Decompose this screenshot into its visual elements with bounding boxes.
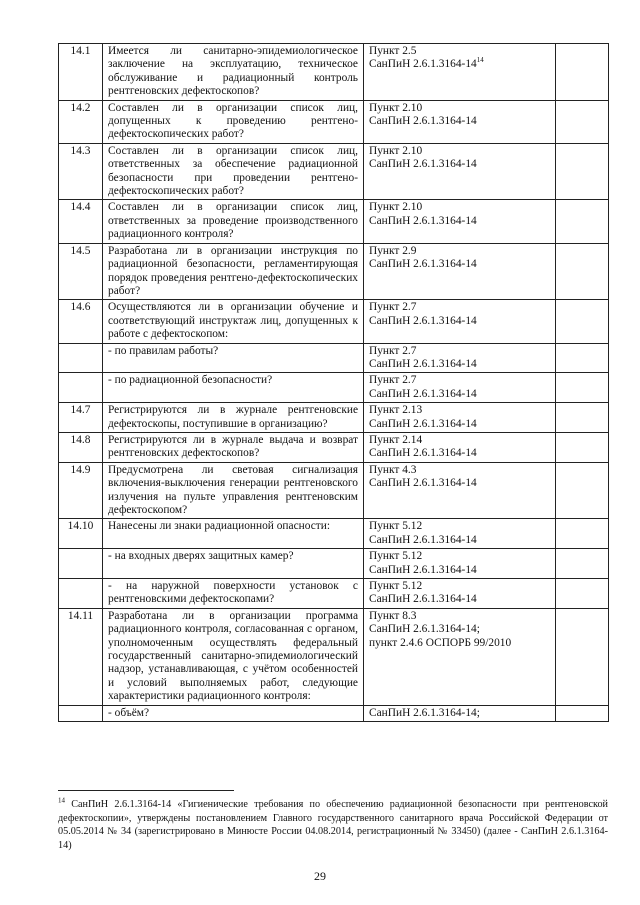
table-row — [59, 343, 609, 373]
question-text: Осуществляются ли в организации обучение и соответствующий инструктаж лиц, допущенных к работе с дефектоскопом: — [103, 300, 364, 343]
regulation-reference — [364, 100, 556, 143]
reference-line — [369, 388, 550, 401]
reference-text: СанПиН 2.6.1.3164-14 — [369, 357, 477, 370]
reference-line — [369, 258, 550, 271]
answer-cell[interactable] — [556, 403, 609, 433]
footnote-separator — [58, 790, 234, 791]
reference-text: Пункт 5.12 — [369, 580, 423, 593]
reference-text: СанПиН 2.6.1.3164-14 — [369, 58, 477, 71]
table-row — [59, 243, 609, 300]
item-number — [59, 705, 103, 721]
reference-line — [369, 610, 550, 623]
reference-line — [369, 102, 550, 115]
reference-text: Пункт 2.13 — [369, 404, 423, 417]
reference-text: Пункт 5.12 — [369, 520, 423, 533]
reference-line — [369, 593, 550, 606]
item-number — [59, 373, 103, 403]
reference-line — [369, 534, 550, 547]
regulation-reference — [364, 462, 556, 519]
answer-cell[interactable] — [556, 143, 609, 200]
answer-cell[interactable] — [556, 373, 609, 403]
reference-line — [369, 418, 550, 431]
question-text: - по правилам работы? — [103, 343, 364, 373]
reference-line — [369, 315, 550, 328]
question-text: Регистрируются ли в журнале выдача и возврат рентгеновских дефектоскопов? — [103, 432, 364, 462]
table-row — [59, 549, 609, 579]
item-number: 14.7 — [59, 403, 103, 433]
regulation-reference — [364, 549, 556, 579]
item-number — [59, 343, 103, 373]
table-row — [59, 300, 609, 343]
reference-text: СанПиН 2.6.1.3164-14; — [369, 706, 480, 719]
table-row — [59, 44, 609, 101]
regulation-reference — [364, 608, 556, 705]
table-row — [59, 705, 609, 721]
footnote-text: СанПиН 2.6.1.3164-14 «Гигиенические требования по обеспечению радиационной безопасности при рентгеновской дефектоскопии», утверждены постановлением Главного государственного санитарного врача Российской Федерации от 05.05.2014 № 34 (зарегистрировано в Минюсте России 04.08.2014, регистрационный № 33450) (далее - СанПиН 2.6.1.3164-14) — [58, 799, 608, 851]
reference-line — [369, 201, 550, 214]
regulation-reference — [364, 432, 556, 462]
question-text: Нанесены ли знаки радиационной опасности: — [103, 519, 364, 549]
regulation-reference — [364, 300, 556, 343]
table-row — [59, 373, 609, 403]
reference-text: СанПиН 2.6.1.3164-14 — [369, 214, 477, 227]
question-text: Составлен ли в организации список лиц, ответственных за проведение производственного радиационного контроля? — [103, 200, 364, 243]
answer-cell[interactable] — [556, 44, 609, 101]
table-row — [59, 143, 609, 200]
reference-text: СанПиН 2.6.1.3164-14 — [369, 533, 477, 546]
answer-cell[interactable] — [556, 462, 609, 519]
reference-text: Пункт 2.10 — [369, 144, 423, 157]
reference-text: СанПиН 2.6.1.3164-14 — [369, 447, 477, 460]
reference-line — [369, 45, 550, 58]
item-number: 14.10 — [59, 519, 103, 549]
answer-cell[interactable] — [556, 100, 609, 143]
reference-line — [369, 145, 550, 158]
regulation-reference — [364, 373, 556, 403]
table-row — [59, 432, 609, 462]
regulation-reference — [364, 403, 556, 433]
question-text: Регистрируются ли в журнале рентгеновские дефектоскопы, поступившие в организацию? — [103, 403, 364, 433]
question-text: Составлен ли в организации список лиц, ответственных за обеспечение радиационной безопасности при проведении рентгено-дефектоскопических работ? — [103, 143, 364, 200]
reference-text: Пункт 2.14 — [369, 433, 423, 446]
reference-text: СанПиН 2.6.1.3164-14 — [369, 477, 477, 490]
table-row — [59, 608, 609, 705]
regulation-reference — [364, 343, 556, 373]
reference-line — [369, 215, 550, 228]
reference-text: СанПиН 2.6.1.3164-14 — [369, 387, 477, 400]
item-number: 14.2 — [59, 100, 103, 143]
item-number: 14.4 — [59, 200, 103, 243]
item-number — [59, 549, 103, 579]
question-text: Предусмотрена ли световая сигнализация включения-выключения генерации рентгеновского излучения на пульте управления рентгеновским дефектоскопом? — [103, 462, 364, 519]
reference-line — [369, 374, 550, 387]
reference-text: Пункт 5.12 — [369, 550, 423, 563]
regulation-reference — [364, 44, 556, 101]
reference-text: СанПиН 2.6.1.3164-14 — [369, 563, 477, 576]
table-row — [59, 579, 609, 609]
table-row — [59, 403, 609, 433]
reference-line — [369, 707, 550, 720]
reference-text: СанПиН 2.6.1.3164-14 — [369, 314, 477, 327]
regulation-reference — [364, 200, 556, 243]
answer-cell[interactable] — [556, 200, 609, 243]
reference-text: СанПиН 2.6.1.3164-14; — [369, 623, 480, 636]
reference-line — [369, 580, 550, 593]
regulation-reference — [364, 705, 556, 721]
reference-text: Пункт 2.7 — [369, 374, 417, 387]
question-text: - объём? — [103, 705, 364, 721]
regulation-reference — [364, 519, 556, 549]
item-number: 14.11 — [59, 608, 103, 705]
regulation-reference — [364, 579, 556, 609]
footnote-marker: 14 — [58, 796, 65, 805]
question-text: - на наружной поверхности установок с рентгеновскими дефектоскопами? — [103, 579, 364, 609]
reference-text: СанПиН 2.6.1.3164-14 — [369, 593, 477, 606]
answer-cell[interactable] — [556, 579, 609, 609]
checklist-rows — [59, 44, 609, 722]
item-number: 14.3 — [59, 143, 103, 200]
item-number: 14.8 — [59, 432, 103, 462]
item-number — [59, 579, 103, 609]
reference-text: Пункт 2.7 — [369, 301, 417, 314]
reference-line — [369, 301, 550, 314]
reference-line — [369, 158, 550, 171]
question-text: Разработана ли в организации программа радиационного контроля, согласованная с органом, уполномоченным осуществлять федеральный государственный санитарно-эпидемиологический надзор, устанавливающая, с учётом особенностей и условий выполняемых работ, следующие характеристики радиационного контроля: — [103, 608, 364, 705]
answer-cell[interactable] — [556, 343, 609, 373]
reference-text: Пункт 4.3 — [369, 463, 417, 476]
reference-text: СанПиН 2.6.1.3164-14 — [369, 258, 477, 271]
reference-line — [369, 245, 550, 258]
reference-text: СанПиН 2.6.1.3164-14 — [369, 158, 477, 171]
table-row — [59, 519, 609, 549]
reference-text: Пункт 2.7 — [369, 344, 417, 357]
item-number: 14.9 — [59, 462, 103, 519]
table-row — [59, 462, 609, 519]
item-number: 14.5 — [59, 243, 103, 300]
page-number: 29 — [314, 869, 326, 883]
reference-text: СанПиН 2.6.1.3164-14 — [369, 115, 477, 128]
question-text: Составлен ли в организации список лиц, допущенных к проведению рентгено-дефектоскопических работ? — [103, 100, 364, 143]
reference-text: Пункт 2.5 — [369, 45, 417, 57]
reference-line — [369, 115, 550, 128]
table-row — [59, 100, 609, 143]
footnote-ref-marker: 14 — [476, 56, 484, 65]
regulation-reference — [364, 243, 556, 300]
answer-cell[interactable] — [556, 243, 609, 300]
reference-line — [369, 58, 550, 71]
table-row — [59, 200, 609, 243]
reference-line — [369, 358, 550, 371]
footnote — [58, 798, 608, 852]
reference-line — [369, 520, 550, 533]
reference-line — [369, 345, 550, 358]
reference-line — [369, 404, 550, 417]
reference-text: Пункт 8.3 — [369, 609, 417, 622]
question-text: Имеется ли санитарно-эпидемиологическое заключение на эксплуатацию, техническое обслуживание и радиационный контроль рентгеновских дефектоскопов? — [103, 44, 364, 101]
item-number: 14.6 — [59, 300, 103, 343]
question-text: - по радиационной безопасности? — [103, 373, 364, 403]
answer-cell[interactable] — [556, 519, 609, 549]
answer-cell[interactable] — [556, 549, 609, 579]
answer-cell[interactable] — [556, 432, 609, 462]
reference-line — [369, 434, 550, 447]
item-number: 14.1 — [59, 44, 103, 101]
reference-line — [369, 447, 550, 460]
reference-text: Пункт 2.10 — [369, 101, 423, 114]
reference-text: СанПиН 2.6.1.3164-14 — [369, 417, 477, 430]
answer-cell[interactable] — [556, 705, 609, 721]
reference-line — [369, 637, 550, 650]
reference-line — [369, 623, 550, 636]
question-text: Разработана ли в организации инструкция по радиационной безопасности, регламентирующая порядок проведения рентгено-дефектоскопических работ? — [103, 243, 364, 300]
reference-text: Пункт 2.9 — [369, 244, 417, 257]
reference-line — [369, 564, 550, 577]
checklist-table — [58, 43, 609, 722]
answer-cell[interactable] — [556, 300, 609, 343]
answer-cell[interactable] — [556, 608, 609, 705]
reference-line — [369, 464, 550, 477]
reference-line — [369, 477, 550, 490]
reference-line — [369, 550, 550, 563]
reference-text: Пункт 2.10 — [369, 201, 423, 214]
question-text: - на входных дверях защитных камер? — [103, 549, 364, 579]
regulation-reference — [364, 143, 556, 200]
reference-text: пункт 2.4.6 ОСПОРБ 99/2010 — [369, 636, 512, 649]
